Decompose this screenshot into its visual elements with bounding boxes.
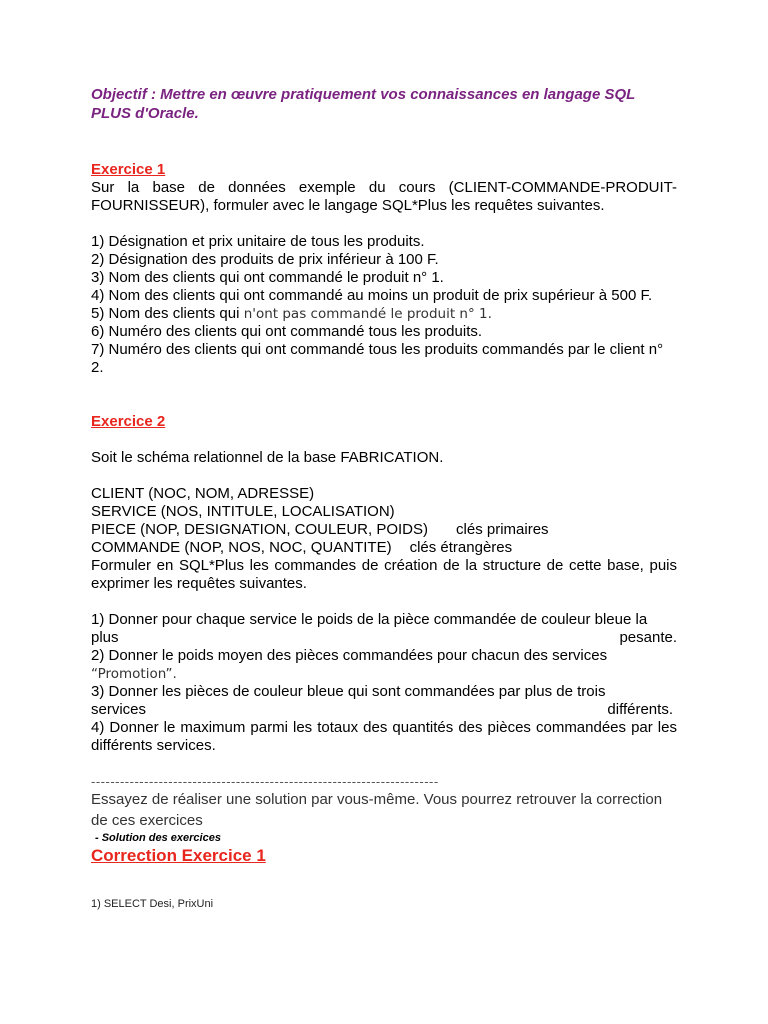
question-2-continued: “Promotion”. [91, 666, 177, 682]
solution-label: - Solution des exercices [95, 832, 221, 844]
list-item: 1) Désignation et prix unitaire de tous les produits. [91, 233, 425, 250]
schema-service: SERVICE (NOS, INTITULE, LOCALISATION) [91, 503, 395, 520]
code-line: 1) SELECT Desi, PrixUni [91, 898, 214, 910]
exercise-2-instruction: Formuler en SQL*Plus les commandes de création de la structure de cette base, puis exprimer les requêtes suivantes. [91, 557, 677, 592]
list-item: 3) Nom des clients qui ont commandé le produit n° 1. [91, 269, 444, 286]
question-1: 1) Donner pour chaque service le poids de la pièce commandée de couleur bleue la [91, 611, 648, 628]
exercise-1-intro: Sur la base de données exemple du cours (CLIENT-COMMANDE-PRODUIT-FOURNISSEUR), formuler avec le langage SQL*Plus les requêtes suivantes. [91, 179, 677, 214]
item-5-end: n'ont pas commandé le produit n° 1. [239, 306, 492, 322]
question-2: 2) Donner le poids moyen des pièces commandées pour chacun des services [91, 647, 608, 664]
question-3: 3) Donner les pièces de couleur bleue qui sont commandées par plus de trois [91, 683, 606, 700]
list-item: 4) Nom des clients qui ont commandé au moins un produit de prix supérieur à 500 F. [91, 287, 653, 304]
list-item: 2) Désignation des produits de prix inférieur à 100 F. [91, 251, 439, 268]
separator-line: ------------------------------------------------------------------------ [91, 775, 439, 789]
primary-keys-note: clés primaires [456, 521, 549, 538]
question-1-continued: plus pesante. [91, 629, 677, 646]
relational-schema [91, 485, 677, 557]
list-item: 6) Numéro des clients qui ont commandé tous les produits. [91, 323, 483, 340]
objective-text: Objectif : Mettre en œuvre pratiquement vos connaissances en langage SQL PLUS d'Oracle. [91, 86, 636, 122]
correction-title: Correction Exercice 1 [91, 846, 266, 865]
foreign-keys-note: clés étrangères [409, 539, 513, 556]
list-item: 7) Numéro des clients qui ont commandé tous les produits commandés par le client n° 2. [91, 341, 664, 376]
question-4: 4) Donner le maximum parmi les totaux des quantités des pièces commandées par les différents services. [91, 719, 677, 754]
self-solve-note: Essayez de réaliser une solution par vous-même. Vous pourrez retrouver la correction de ces exercices [91, 791, 663, 829]
exercise-1-questions [91, 233, 677, 377]
exercise-2-intro: Soit le schéma relationnel de la base FABRICATION. [91, 449, 444, 466]
exercise-2-title: Exercice 2 [91, 413, 166, 430]
schema-client: CLIENT (NOC, NOM, ADRESSE) [91, 485, 315, 502]
schema-piece: PIECE (NOP, DESIGNATION, COULEUR, POIDS) clés primaires [91, 521, 549, 538]
schema-commande: COMMANDE (NOP, NOS, NOC, QUANTITE) clés étrangères [91, 539, 513, 556]
exercise-1-title: Exercice 1 [91, 161, 166, 178]
item-5-start: 5) Nom des clients qui [91, 305, 240, 322]
list-item [91, 305, 677, 323]
exercise-2-questions [91, 611, 677, 755]
question-3-continued: services différents. [91, 701, 673, 718]
document-page [91, 85, 677, 911]
